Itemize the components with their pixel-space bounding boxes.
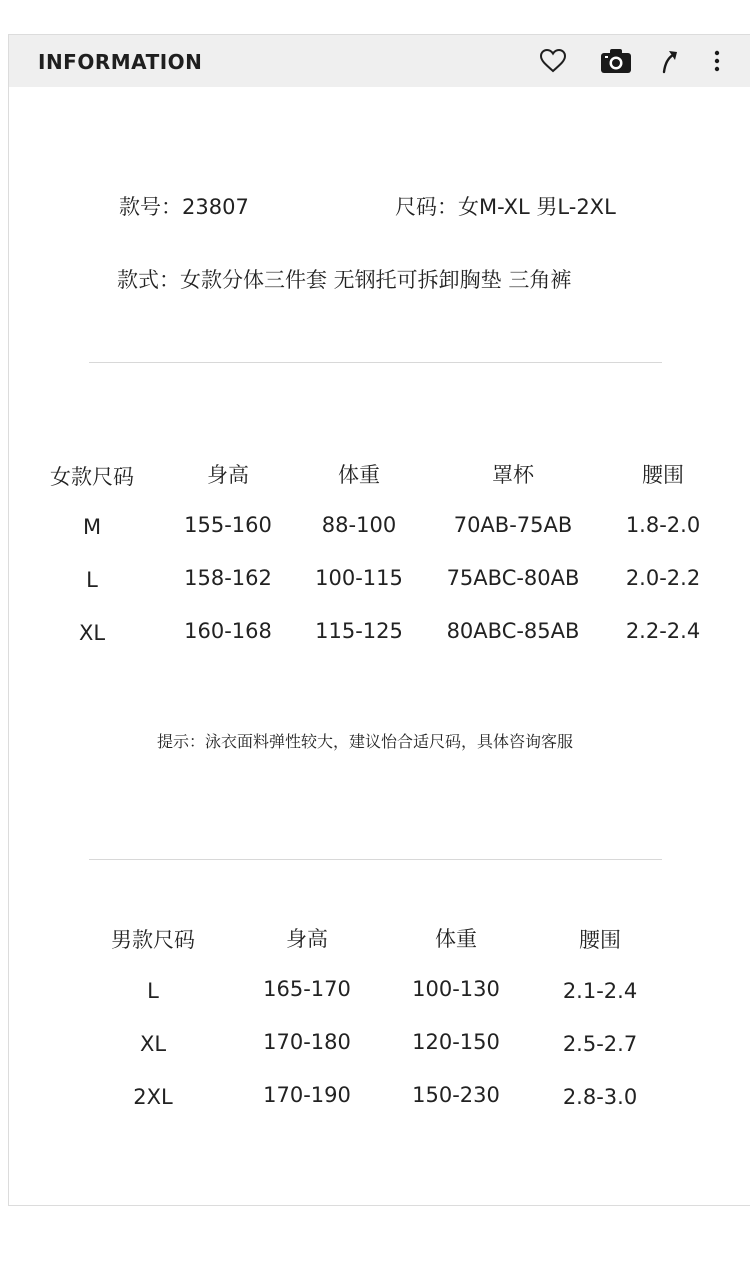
- weight-cell: 100-115: [315, 566, 403, 590]
- header-cell: 体重: [435, 927, 477, 951]
- weight-cell: 150-230: [412, 1083, 500, 1107]
- weight-cell: 88-100: [321, 513, 397, 537]
- waist-cell: 2.1-2.4: [562, 979, 638, 1003]
- size-cell: XL: [78, 621, 106, 645]
- waist-cell: 2.2-2.4: [625, 619, 701, 643]
- header-cell: 身高: [286, 927, 328, 951]
- page-title: INFORMATION: [38, 50, 203, 74]
- height-cell: 170-180: [263, 1030, 351, 1054]
- size-cell: L: [147, 979, 159, 1003]
- divider: [89, 859, 662, 860]
- size-cell: L: [86, 568, 98, 592]
- waist-cell: 2.8-3.0: [562, 1085, 638, 1109]
- cup-cell: 75ABC-80AB: [446, 566, 580, 590]
- style-number: 款号：23807: [119, 195, 249, 219]
- waist-cell: 1.8-2.0: [625, 513, 701, 537]
- height-cell: 165-170: [263, 977, 351, 1001]
- style-description: 款式：女款分体三件套 无钢托可拆卸胸垫 三角裤: [117, 268, 572, 292]
- cup-cell: 70AB-75AB: [453, 513, 573, 537]
- waist-cell: 2.5-2.7: [562, 1032, 638, 1056]
- weight-cell: 115-125: [315, 619, 403, 643]
- waist-cell: 2.0-2.2: [625, 566, 701, 590]
- weight-cell: 100-130: [412, 977, 500, 1001]
- size-info-card: [8, 34, 750, 1206]
- header-cell: 女款尺码: [50, 465, 134, 489]
- weight-cell: 120-150: [412, 1030, 500, 1054]
- header-bar: [9, 35, 750, 87]
- height-cell: 170-190: [263, 1083, 351, 1107]
- height-cell: 158-162: [184, 566, 272, 590]
- more-icon[interactable]: [703, 47, 731, 75]
- height-cell: 160-168: [184, 619, 272, 643]
- size-cell: XL: [139, 1032, 167, 1056]
- size-hint: 提示：泳衣面料弹性较大，建议怡合适尺码，具体咨询客服: [157, 732, 574, 751]
- header-cell: 腰围: [579, 928, 621, 952]
- size-cell: 2XL: [133, 1085, 173, 1109]
- divider: [89, 362, 662, 363]
- share-icon[interactable]: [655, 47, 683, 75]
- camera-icon[interactable]: [599, 47, 633, 75]
- header-cell: 体重: [338, 463, 380, 487]
- header-cell: 罩杯: [492, 463, 534, 487]
- header-cell: 身高: [207, 463, 249, 487]
- heart-icon[interactable]: [539, 47, 567, 75]
- height-cell: 155-160: [184, 513, 272, 537]
- header-cell: 男款尺码: [111, 928, 195, 952]
- header-cell: 腰围: [642, 463, 684, 487]
- cup-cell: 80ABC-85AB: [446, 619, 580, 643]
- size-range: 尺码：女M-XL 男L-2XL: [395, 195, 616, 219]
- size-cell: M: [82, 515, 102, 539]
